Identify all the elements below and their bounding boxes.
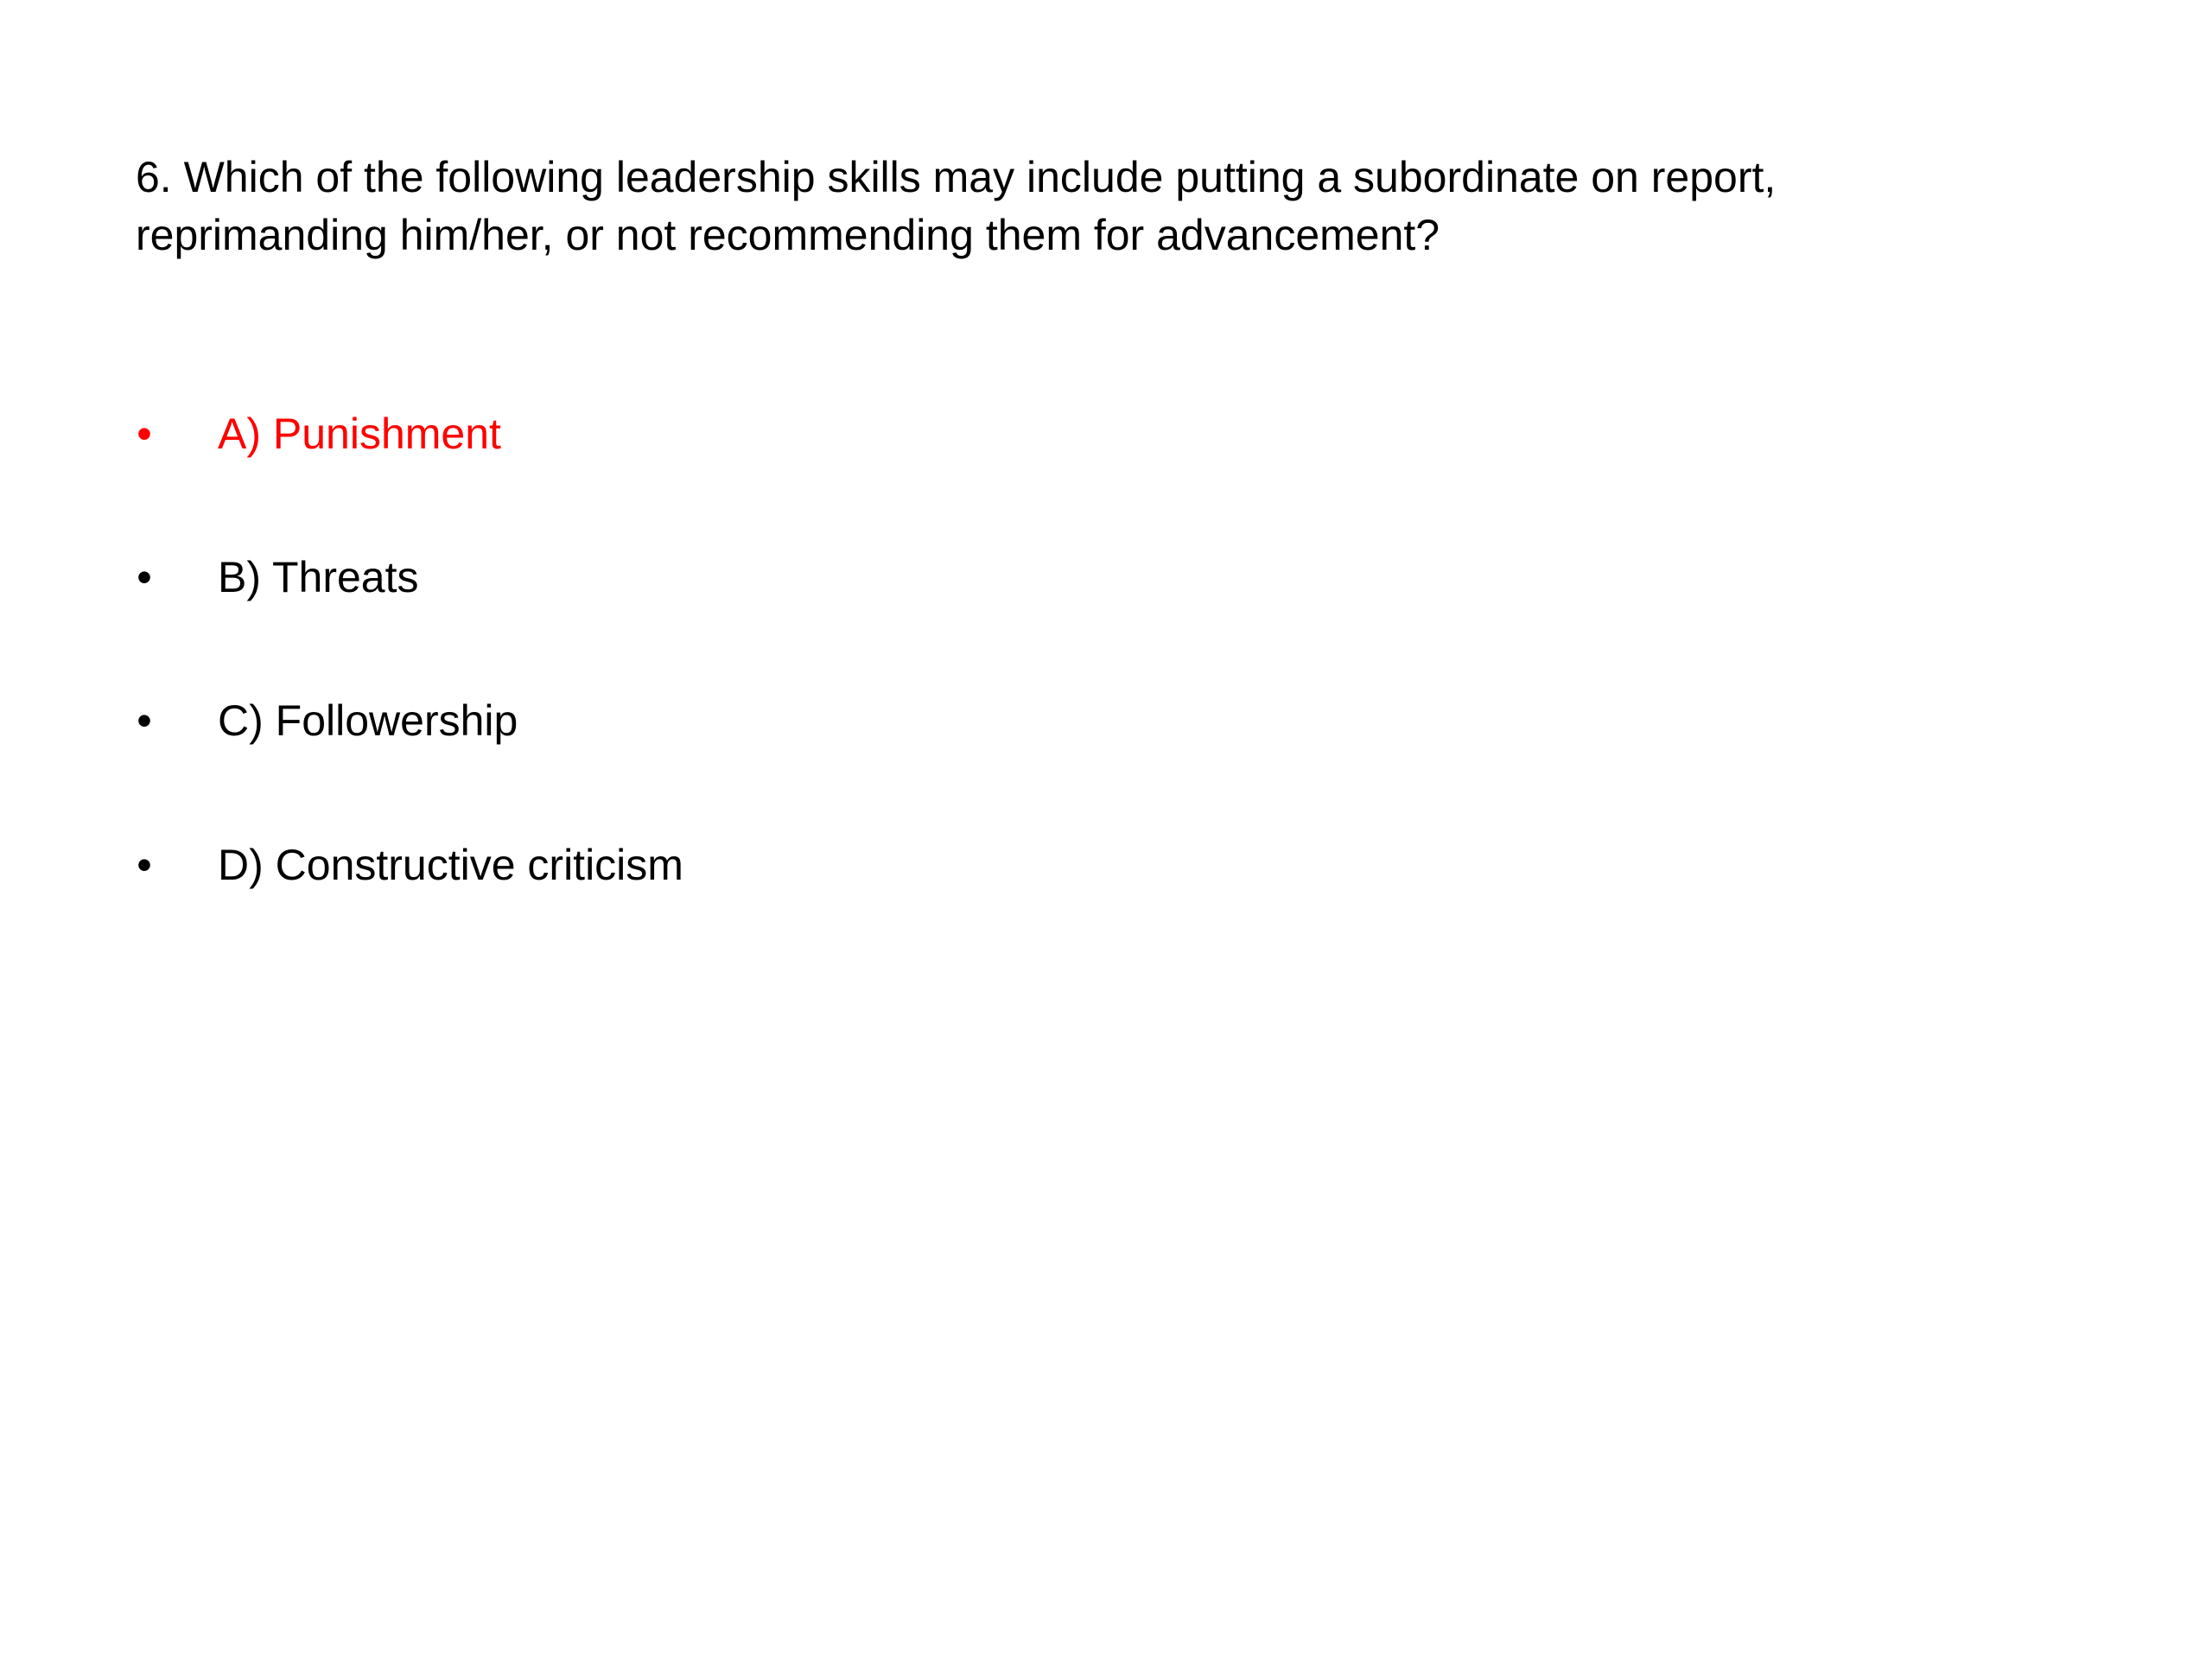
question-line-2: reprimanding him/her, or not recommending them for advancement? xyxy=(136,211,1440,259)
option-d xyxy=(0,830,1210,899)
option-b xyxy=(0,543,1210,612)
option-c xyxy=(0,686,1210,755)
question-line-1: 6. Which of the following leadership skills may include putting a subordinate on report, xyxy=(136,153,1777,201)
option-b-text: B) Threats xyxy=(218,553,419,601)
option-a-text: A) Punishment xyxy=(218,410,501,458)
bullet-icon: • xyxy=(137,553,152,601)
option-c-text: C) Followership xyxy=(218,696,518,745)
question-text xyxy=(136,149,2123,264)
bullet-icon: • xyxy=(137,696,152,745)
bullet-icon: • xyxy=(137,841,152,889)
option-a xyxy=(0,399,1210,468)
option-d-text: D) Constructive criticism xyxy=(218,841,683,889)
bullet-icon: • xyxy=(137,410,152,458)
